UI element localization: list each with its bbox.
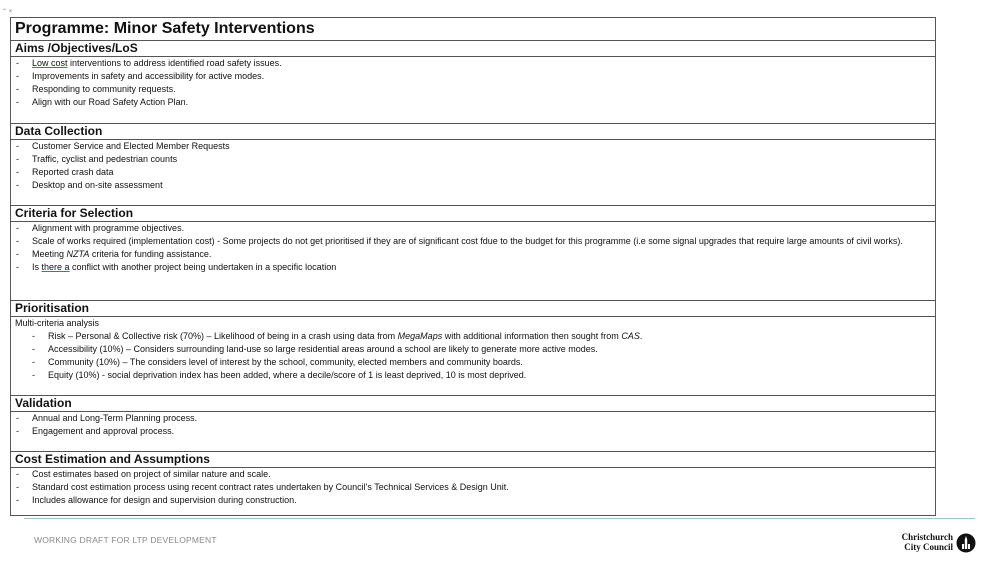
data-collection-body [11,140,935,206]
criteria-heading: Criteria for Selection [11,206,935,222]
footer-divider [24,518,975,519]
corner-mark: ⌃ × [2,9,13,15]
list-item: - Standard cost estimation process using recent contract rates undertaken by Council's Technical Services & Design Unit. [11,481,935,494]
list-item: - Is there a conflict with another project being undertaken in a specific location [11,261,935,274]
list-item: - Reported crash data [11,166,935,179]
list-item: - Desktop and on-site assessment [11,179,935,192]
data-collection-heading: Data Collection [11,124,935,140]
page-title: Programme: Minor Safety Interventions [11,18,935,41]
footer-note: WORKING DRAFT FOR LTP DEVELOPMENT [34,535,217,545]
validation-body [11,412,935,452]
list-item: - Alignment with programme objectives. [11,222,935,235]
list-item: - Equity (10%) - social deprivation index has been added, where a decile/score of 1 is least deprived, 10 is most deprived. [11,369,935,382]
list-item: - Engagement and approval process. [11,425,935,438]
logo-wordmark: Christchurch City Council [901,532,953,552]
spell-flag: there a [41,262,70,272]
spell-flag: Low cost [32,58,68,68]
list-item: - Scale of works required (implementation cost) - Some projects do not get prioritised if they are of significant cost fdue to the budget for this programme (i.e some signal upgrades that require large amounts of civil works). [11,235,935,248]
list-item: - Improvements in safety and accessibility for active modes. [11,70,935,83]
aims-heading: Aims /Objectives/LoS [11,41,935,57]
list-item: - Low cost interventions to address identified road safety issues. [11,57,935,70]
council-logo [893,532,977,556]
prioritisation-intro: Multi-criteria analysis [15,318,100,328]
list-item: - Risk – Personal & Collective risk (70%) – Likelihood of being in a crash using data from MegaMaps with additional information then sought from CAS. [11,330,935,343]
list-item: - Customer Service and Elected Member Requests [11,140,935,153]
aims-body [11,57,935,124]
prioritisation-heading: Prioritisation [11,301,935,317]
prioritisation-body [11,317,935,396]
validation-heading: Validation [11,396,935,412]
cathedral-emblem-icon [956,533,976,553]
cost-body [11,468,935,507]
list-item: - Accessibility (10%) – Considers surrounding land-use so large residential areas around a school are likely to generate more active modes. [11,343,935,356]
list-item: - Includes allowance for design and supervision during construction. [11,494,935,507]
list-item: - Align with our Road Safety Action Plan. [11,96,935,109]
cost-heading: Cost Estimation and Assumptions [11,452,935,468]
programme-table [10,17,936,516]
list-item: - Annual and Long-Term Planning process. [11,412,935,425]
criteria-body [11,222,935,301]
list-item: - Meeting NZTA criteria for funding assistance. [11,248,935,261]
list-item: - Responding to community requests. [11,83,935,96]
list-item: - Community (10%) – The considers level of interest by the school, community, elected members and community boards. [11,356,935,369]
list-item: - Traffic, cyclist and pedestrian counts [11,153,935,166]
list-item: - Cost estimates based on project of similar nature and scale. [11,468,935,481]
